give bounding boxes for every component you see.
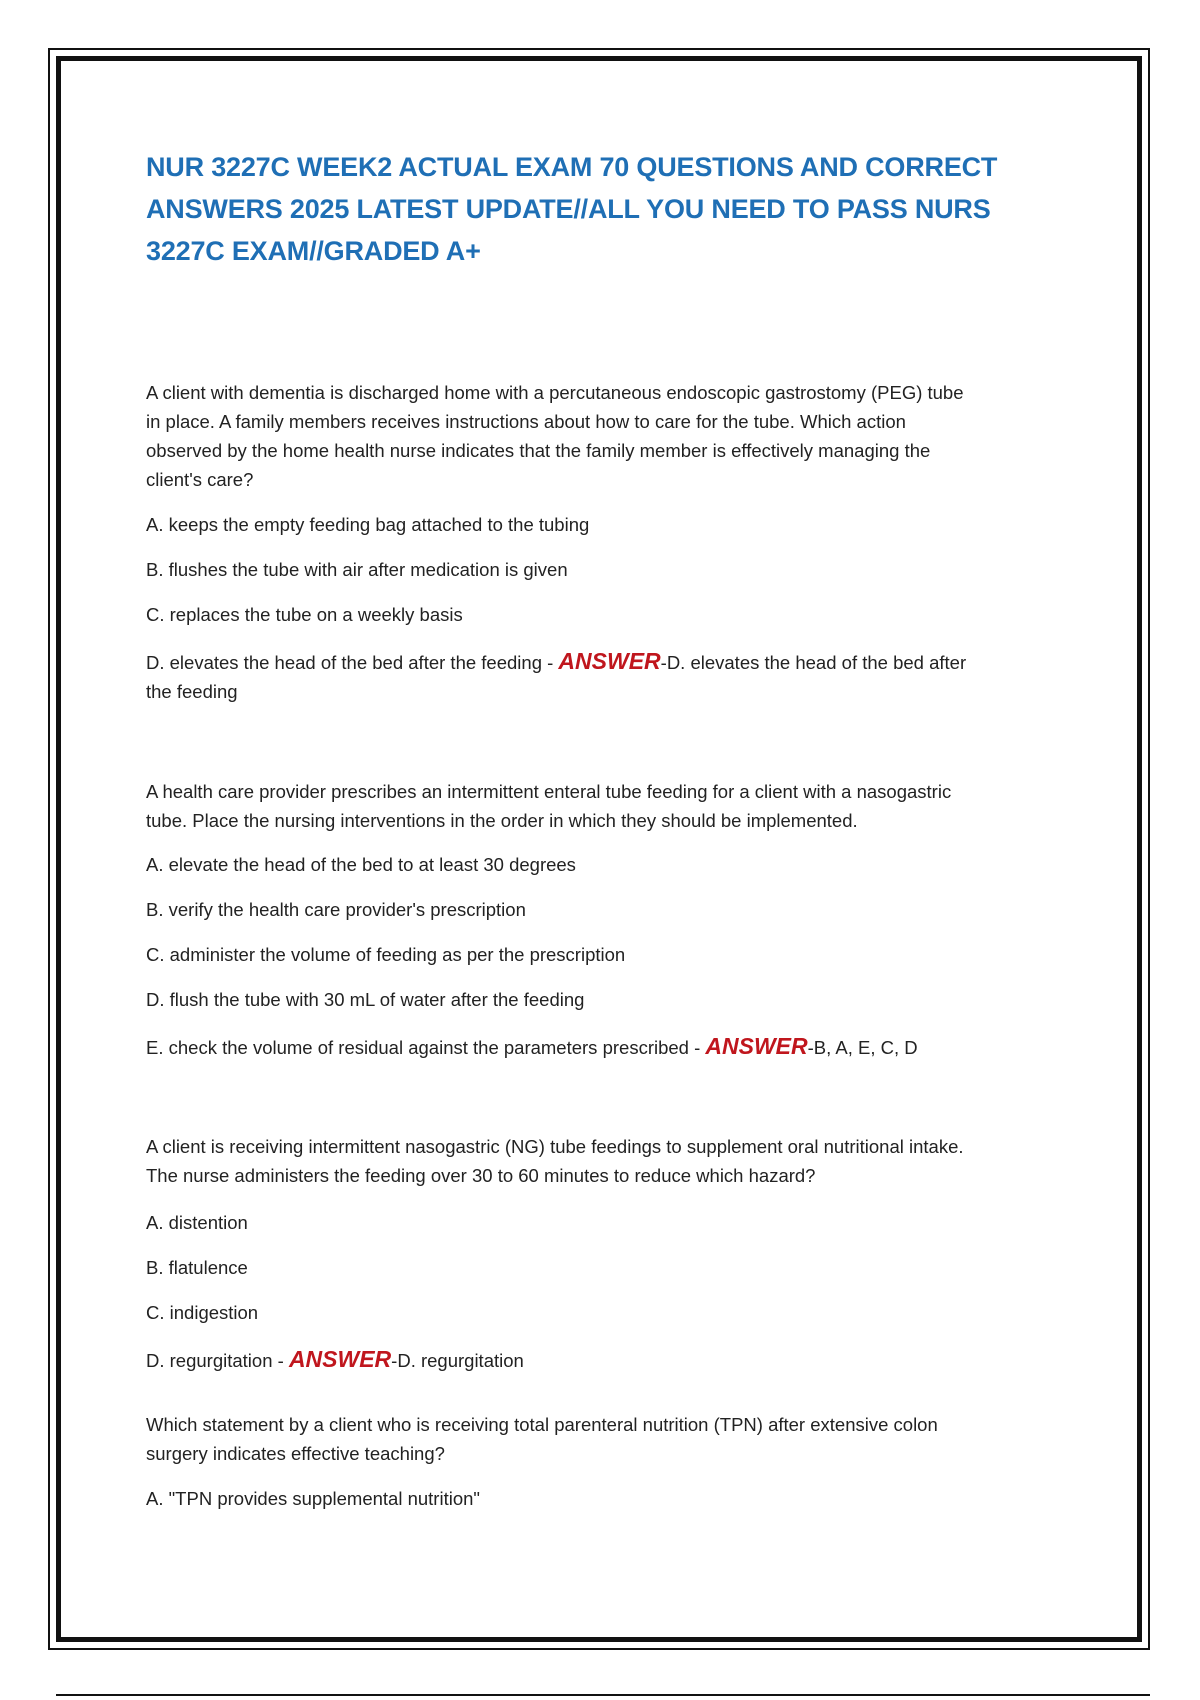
question-3-line-1: A client is receiving intermittent nasogastric (NG) tube feedings to supplement oral nutritional intake. <box>146 1136 964 1157</box>
question-1-answer-wrap: the feeding <box>146 681 238 702</box>
question-3-option-a: A. distention <box>146 1212 248 1233</box>
question-1-option-d-text: D. elevates the head of the bed after the feeding - <box>146 652 559 673</box>
question-2 <box>146 777 1066 1062</box>
question-2-option-b: B. verify the health care provider's prescription <box>146 899 526 920</box>
question-1-line-1: A client with dementia is discharged home with a percutaneous endoscopic gastrostomy (PEG) tube <box>146 382 964 403</box>
question-2-option-a: A. elevate the head of the bed to at least 30 degrees <box>146 854 576 875</box>
question-4-line-1: Which statement by a client who is receiving total parenteral nutrition (TPN) after extensive colon <box>146 1414 938 1435</box>
question-1-answer: -D. elevates the head of the bed after <box>660 652 967 673</box>
question-1 <box>146 378 1066 706</box>
question-2-option-c: C. administer the volume of feeding as per the prescription <box>146 944 626 965</box>
question-2-answer: -B, A, E, C, D <box>807 1037 918 1058</box>
question-1-option-a: A. keeps the empty feeding bag attached to the tubing <box>146 514 590 535</box>
question-1-option-c: C. replaces the tube on a weekly basis <box>146 604 463 625</box>
question-4-text <box>146 1410 1066 1468</box>
answer-label: ANSWER <box>288 1346 392 1372</box>
question-2-option-e-text: E. check the volume of residual against the parameters prescribed - <box>146 1037 706 1058</box>
question-4-option-a: A. "TPN provides supplemental nutrition" <box>146 1488 480 1509</box>
title-line-3: 3227C EXAM//GRADED A+ <box>146 236 481 266</box>
question-3 <box>146 1132 1066 1375</box>
question-2-line-1: A health care provider prescribes an intermittent enteral tube feeding for a client with a nasogastric <box>146 781 952 802</box>
question-1-line-2: in place. A family members receives instructions about how to care for the tube. Which action <box>146 411 906 432</box>
question-1-line-3: observed by the home health nurse indicates that the family member is effectively managing the <box>146 440 931 461</box>
question-2-line-2: tube. Place the nursing interventions in the order in which they should be implemented. <box>146 810 858 831</box>
question-3-option-b: B. flatulence <box>146 1257 248 1278</box>
answer-label: ANSWER <box>705 1033 808 1059</box>
question-1-option-b: B. flushes the tube with air after medication is given <box>146 559 568 580</box>
answer-label: ANSWER <box>558 648 661 674</box>
title-line-2: ANSWERS 2025 LATEST UPDATE//ALL YOU NEED TO PASS NURS <box>146 194 991 224</box>
document-body <box>146 146 1066 1509</box>
question-3-line-2: The nurse administers the feeding over 30 to 60 minutes to reduce which hazard? <box>146 1165 816 1186</box>
footer-rule <box>56 1694 1150 1696</box>
question-2-option-e <box>146 1032 1066 1062</box>
question-3-option-d-text: D. regurgitation - <box>146 1350 289 1371</box>
question-2-option-d: D. flush the tube with 30 mL of water after the feeding <box>146 989 585 1010</box>
question-1-text <box>146 378 1066 494</box>
title-line-1: NUR 3227C WEEK2 ACTUAL EXAM 70 QUESTIONS AND CORRECT <box>146 152 998 182</box>
question-3-answer: -D. regurgitation <box>391 1350 524 1371</box>
question-1-option-d <box>146 647 1066 706</box>
document-title <box>146 146 1066 272</box>
question-2-text <box>146 777 1066 835</box>
question-4-line-2: surgery indicates effective teaching? <box>146 1443 445 1464</box>
question-1-line-4: client's care? <box>146 469 254 490</box>
question-3-option-d <box>146 1345 1066 1375</box>
question-3-text <box>146 1132 1066 1190</box>
question-4 <box>146 1410 1066 1513</box>
question-3-option-c: C. indigestion <box>146 1302 259 1323</box>
